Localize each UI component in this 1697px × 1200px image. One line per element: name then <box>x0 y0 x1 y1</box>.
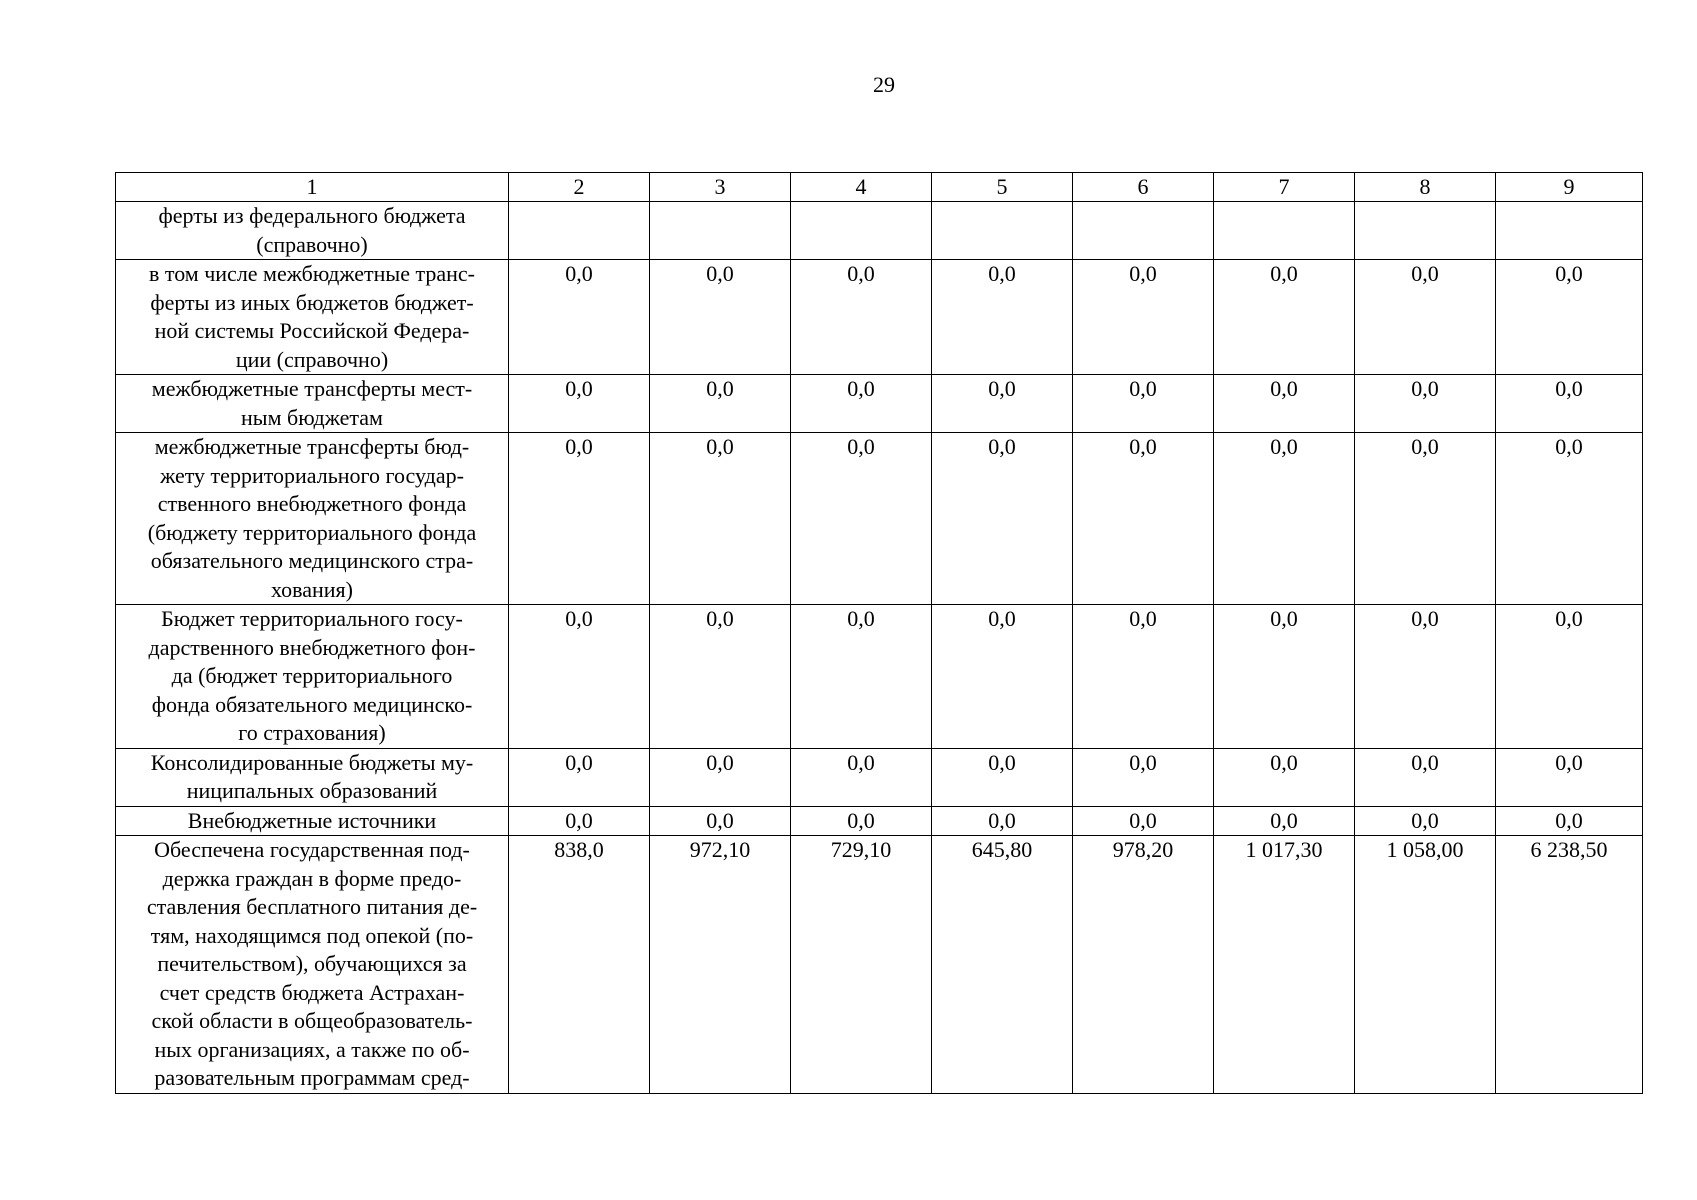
table-row <box>116 202 1643 260</box>
budget-table <box>115 172 1643 1094</box>
value-cell-col-7: 0,0 <box>1214 806 1355 836</box>
row-description-line: ным бюджетам <box>241 404 383 430</box>
row-description-line: разовательным программам сред- <box>154 1065 470 1090</box>
table-row <box>116 748 1643 806</box>
row-description-line: держка граждан в форме предо- <box>162 865 462 891</box>
value-cell-col-8: 0,0 <box>1355 806 1496 836</box>
value-cell-col-3: 0,0 <box>650 748 791 806</box>
value-cell-col-8: 0,0 <box>1355 433 1496 605</box>
table-row <box>116 433 1643 605</box>
value-cell-col-8: 0,0 <box>1355 605 1496 749</box>
row-description-line: фонда обязательного медицинско- <box>151 691 473 717</box>
table-row <box>116 605 1643 749</box>
row-description-line: ных организациях, а также по об- <box>154 1036 470 1062</box>
table-header-row <box>116 173 1643 202</box>
value-cell-col-8: 0,0 <box>1355 748 1496 806</box>
row-description <box>116 202 509 260</box>
value-cell-col-5 <box>932 202 1073 260</box>
table-row <box>116 806 1643 836</box>
value-cell-col-6: 0,0 <box>1073 433 1214 605</box>
value-cell-col-2: 0,0 <box>509 605 650 749</box>
row-description-line: ственного внебюджетного фонда <box>157 491 467 516</box>
column-header-1: 1 <box>116 173 509 202</box>
row-description-line: жету территориального государ- <box>160 462 464 488</box>
row-description-line: (справочно) <box>256 231 368 257</box>
row-description-line: печительством), обучающихся за <box>157 951 467 976</box>
column-header-2: 2 <box>509 173 650 202</box>
row-description <box>116 806 509 836</box>
row-description-line: Консолидированные бюджеты му- <box>150 749 474 775</box>
value-cell-col-7: 0,0 <box>1214 605 1355 749</box>
value-cell-col-2: 838,0 <box>509 836 650 1094</box>
value-cell-col-2 <box>509 202 650 260</box>
row-description-line: обязательного медицинского стра- <box>150 548 474 573</box>
value-cell-col-9: 0,0 <box>1496 260 1643 375</box>
row-description-line: Внебюджетные источники <box>187 807 437 833</box>
row-description-line: хования) <box>270 576 354 602</box>
table-row <box>116 375 1643 433</box>
value-cell-col-4: 0,0 <box>791 605 932 749</box>
column-header-5: 5 <box>932 173 1073 202</box>
row-description-line: да (бюджет территориального <box>171 663 453 688</box>
row-description-line: счет средств бюджета Астрахан- <box>159 979 465 1005</box>
value-cell-col-6: 0,0 <box>1073 806 1214 836</box>
value-cell-col-2: 0,0 <box>509 806 650 836</box>
row-description-line: межбюджетные трансферты бюд- <box>154 434 470 459</box>
value-cell-col-5: 0,0 <box>932 433 1073 605</box>
value-cell-col-2: 0,0 <box>509 260 650 375</box>
row-description-line: ции (справочно) <box>235 346 389 372</box>
value-cell-col-8: 0,0 <box>1355 375 1496 433</box>
value-cell-col-5: 0,0 <box>932 260 1073 375</box>
value-cell-col-6: 0,0 <box>1073 375 1214 433</box>
value-cell-col-9: 0,0 <box>1496 433 1643 605</box>
row-description-line: тям, находящимся под опекой (по- <box>150 922 474 948</box>
value-cell-col-7 <box>1214 202 1355 260</box>
row-description-line: Бюджет территориального госу- <box>161 606 463 631</box>
value-cell-col-4: 0,0 <box>791 748 932 806</box>
value-cell-col-6: 0,0 <box>1073 748 1214 806</box>
row-description-line: ной системы Российской Федера- <box>154 318 470 343</box>
value-cell-col-5: 0,0 <box>932 605 1073 749</box>
row-description-line: ферты из федерального бюджета <box>158 203 466 228</box>
value-cell-col-3: 0,0 <box>650 433 791 605</box>
value-cell-col-9: 0,0 <box>1496 375 1643 433</box>
value-cell-col-9: 0,0 <box>1496 806 1643 836</box>
value-cell-col-5: 645,80 <box>932 836 1073 1094</box>
row-description-line: Обеспечена государственная под- <box>154 837 470 862</box>
row-description-line: го страхования) <box>238 720 386 745</box>
value-cell-col-6: 0,0 <box>1073 605 1214 749</box>
value-cell-col-4: 729,10 <box>791 836 932 1094</box>
row-description <box>116 375 509 433</box>
row-description <box>116 748 509 806</box>
value-cell-col-8: 1 058,00 <box>1355 836 1496 1094</box>
value-cell-col-6: 978,20 <box>1073 836 1214 1094</box>
row-description-line: ской области в общеобразователь- <box>151 1008 473 1033</box>
row-description <box>116 836 509 1094</box>
value-cell-col-4: 0,0 <box>791 260 932 375</box>
value-cell-col-7: 0,0 <box>1214 260 1355 375</box>
row-description-line: ферты из иных бюджетов бюджет- <box>150 289 474 315</box>
row-description-line: (бюджету территориального фонда <box>147 519 477 545</box>
value-cell-col-3: 972,10 <box>650 836 791 1094</box>
column-header-9: 9 <box>1496 173 1643 202</box>
value-cell-col-2: 0,0 <box>509 375 650 433</box>
row-description <box>116 433 509 605</box>
row-description-line: ниципальных образований <box>186 778 438 803</box>
value-cell-col-4: 0,0 <box>791 433 932 605</box>
row-description <box>116 605 509 749</box>
value-cell-col-2: 0,0 <box>509 748 650 806</box>
value-cell-col-6 <box>1073 202 1214 260</box>
table-row <box>116 260 1643 375</box>
row-description <box>116 260 509 375</box>
row-description-line: в том числе межбюджетные транс- <box>149 261 475 286</box>
row-description-line: ставления бесплатного питания де- <box>146 894 478 919</box>
row-description-line: дарственного внебюджетного фон- <box>148 634 476 660</box>
value-cell-col-9 <box>1496 202 1643 260</box>
column-header-8: 8 <box>1355 173 1496 202</box>
value-cell-col-4: 0,0 <box>791 375 932 433</box>
value-cell-col-4 <box>791 202 932 260</box>
value-cell-col-8: 0,0 <box>1355 260 1496 375</box>
value-cell-col-3: 0,0 <box>650 605 791 749</box>
value-cell-col-3: 0,0 <box>650 375 791 433</box>
value-cell-col-8 <box>1355 202 1496 260</box>
value-cell-col-9: 6 238,50 <box>1496 836 1643 1094</box>
value-cell-col-9: 0,0 <box>1496 605 1643 749</box>
value-cell-col-5: 0,0 <box>932 748 1073 806</box>
value-cell-col-9: 0,0 <box>1496 748 1643 806</box>
value-cell-col-3 <box>650 202 791 260</box>
value-cell-col-7: 0,0 <box>1214 433 1355 605</box>
value-cell-col-5: 0,0 <box>932 375 1073 433</box>
table-row <box>116 836 1643 1094</box>
table-body <box>116 173 1643 1094</box>
row-description-line: межбюджетные трансферты мест- <box>151 376 473 401</box>
column-header-6: 6 <box>1073 173 1214 202</box>
value-cell-col-2: 0,0 <box>509 433 650 605</box>
value-cell-col-3: 0,0 <box>650 806 791 836</box>
column-header-3: 3 <box>650 173 791 202</box>
value-cell-col-4: 0,0 <box>791 806 932 836</box>
page-number: 29 <box>873 72 895 97</box>
column-header-4: 4 <box>791 173 932 202</box>
column-header-7: 7 <box>1214 173 1355 202</box>
value-cell-col-7: 0,0 <box>1214 748 1355 806</box>
value-cell-col-7: 0,0 <box>1214 375 1355 433</box>
value-cell-col-6: 0,0 <box>1073 260 1214 375</box>
value-cell-col-5: 0,0 <box>932 806 1073 836</box>
value-cell-col-3: 0,0 <box>650 260 791 375</box>
value-cell-col-7: 1 017,30 <box>1214 836 1355 1094</box>
